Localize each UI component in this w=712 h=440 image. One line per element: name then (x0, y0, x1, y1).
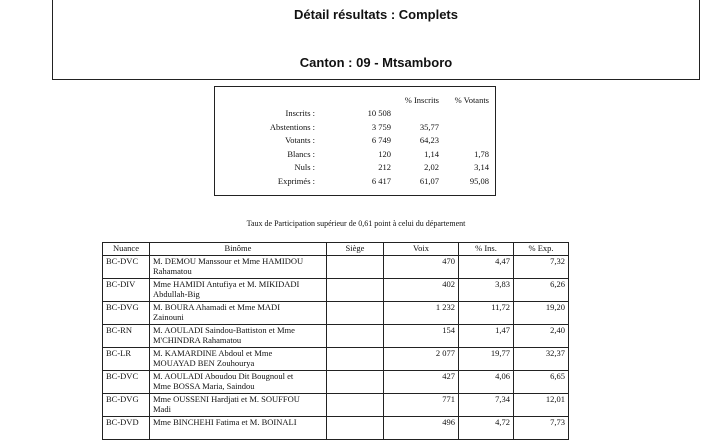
cell-siege (327, 394, 384, 417)
stats-row (227, 107, 491, 121)
cell-exp: 7,32 (514, 256, 569, 279)
cell-nuance: BC-DVC (103, 371, 150, 394)
cell-siege (327, 279, 384, 302)
cell-nuance: BC-DVG (103, 394, 150, 417)
col-siege: Siège (327, 243, 384, 256)
stats-value: 6 749 (371, 135, 391, 146)
stats-table (227, 93, 491, 188)
header-box (52, 0, 700, 80)
table-row (103, 417, 569, 440)
cell-exp: 2,40 (514, 325, 569, 348)
stats-row (227, 147, 491, 161)
cell-nuance: BC-RN (103, 325, 150, 348)
cell-voix: 496 (384, 417, 459, 440)
stats-pct-vot: 95,08 (469, 175, 489, 186)
stats-box (214, 86, 496, 196)
cell-nuance: BC-LR (103, 348, 150, 371)
col-nuance: Nuance (103, 243, 150, 256)
cell-voix: 154 (384, 325, 459, 348)
cell-siege (327, 348, 384, 371)
cell-voix: 1 232 (384, 302, 459, 325)
stats-value: 10 508 (367, 108, 391, 119)
col-ins: % Ins. (459, 243, 514, 256)
binome-line-2: Rahamatou (153, 266, 192, 276)
cell-binome (150, 325, 327, 348)
stats-pct-vot (441, 120, 491, 134)
col-voix: Voix (384, 243, 459, 256)
stats-row (227, 134, 491, 148)
stats-row (227, 174, 491, 188)
stats-header-row (227, 93, 491, 107)
binome-line-1: M. AOULADI Saindou-Battiston et Mme (153, 325, 295, 335)
stats-label: Abstentions : (269, 121, 315, 132)
cell-siege (327, 302, 384, 325)
cell-exp: 6,65 (514, 371, 569, 394)
binome-line-1: M. DEMOU Manssour et Mme HAMIDOU (153, 256, 304, 266)
cell-binome (150, 348, 327, 371)
cell-voix: 402 (384, 279, 459, 302)
binome-line-1: M. BOURA Ahamadi et Mme MADI (153, 302, 281, 312)
stats-pct-vot (441, 134, 491, 148)
cell-binome (150, 302, 327, 325)
cell-nuance: BC-DIV (103, 279, 150, 302)
binome-line-1: Mme OUSSENI Hardjati et M. SOUFFOU (153, 394, 300, 404)
stats-pct-vot: 3,14 (474, 162, 489, 173)
binome-line-2: M'CHINDRA Rahamatou (153, 335, 242, 345)
stats-pct-vot (441, 107, 491, 121)
cell-siege (327, 256, 384, 279)
participation-note: Taux de Participation supérieur de 0,61 point à celui du département (246, 219, 466, 228)
table-row (103, 302, 569, 325)
stats-pct-ins: 35,77 (419, 121, 439, 132)
cell-voix: 427 (384, 371, 459, 394)
stats-label: Nuls : (294, 162, 315, 173)
stats-pct-ins: 61,07 (419, 175, 439, 186)
stats-row (227, 120, 491, 134)
stats-label: Blancs : (287, 148, 315, 159)
stats-label: Votants : (285, 135, 315, 146)
cell-voix: 470 (384, 256, 459, 279)
cell-voix: 771 (384, 394, 459, 417)
stats-pct-ins: 2,02 (424, 162, 439, 173)
binome-line-2: Mme BOSSA Maria, Saindou (153, 381, 255, 391)
canton-title: Canton : 09 - Mtsamboro (299, 55, 453, 70)
cell-binome (150, 256, 327, 279)
results-header-row (103, 243, 569, 256)
cell-siege (327, 325, 384, 348)
col-exp: % Exp. (514, 243, 569, 256)
stats-pct-ins: 64,23 (419, 135, 439, 146)
table-row (103, 371, 569, 394)
binome-line-2: MOUAYAD BEN Zouhourya (153, 358, 255, 368)
binome-line-1: M. AOULADI Aboudou Dit Bougnoul et (153, 371, 294, 381)
table-row (103, 394, 569, 417)
stats-value: 212 (378, 162, 391, 173)
stats-col-votants: % Votants (454, 94, 489, 105)
page-title: Détail résultats : Complets (294, 7, 458, 22)
cell-ins: 3,83 (459, 279, 514, 302)
table-row (103, 279, 569, 302)
stats-label: Exprimés : (277, 175, 315, 186)
cell-ins: 1,47 (459, 325, 514, 348)
cell-binome (150, 371, 327, 394)
col-binome: Binôme (150, 243, 327, 256)
cell-exp: 12,01 (514, 394, 569, 417)
table-row (103, 348, 569, 371)
binome-line-1: Mme BINCHEHI Fatima et M. BOINALI (153, 417, 297, 427)
cell-ins: 4,06 (459, 371, 514, 394)
cell-ins: 11,72 (459, 302, 514, 325)
binome-line-1: Mme HAMIDI Antufiya et M. MIKIDADI (153, 279, 300, 289)
cell-binome (150, 394, 327, 417)
binome-line-2: Abdullah-Big (153, 289, 200, 299)
stats-pct-vot: 1,78 (474, 148, 489, 159)
cell-ins: 4,47 (459, 256, 514, 279)
binome-line-1: M. KAMARDINE Abdoul et Mme (153, 348, 273, 358)
stats-row (227, 161, 491, 175)
cell-nuance: BC-DVG (103, 302, 150, 325)
cell-binome (150, 279, 327, 302)
stats-value: 120 (378, 148, 391, 159)
cell-siege (327, 417, 384, 440)
cell-voix: 2 077 (384, 348, 459, 371)
cell-siege (327, 371, 384, 394)
stats-pct-ins: 1,14 (424, 148, 439, 159)
cell-ins: 4,72 (459, 417, 514, 440)
cell-nuance: BC-DVC (103, 256, 150, 279)
stats-value: 3 759 (371, 121, 391, 132)
stats-label: Inscrits : (285, 108, 315, 119)
stats-pct-ins (393, 107, 441, 121)
results-table (102, 242, 569, 440)
cell-nuance: BC-DVD (103, 417, 150, 440)
binome-line-2: Zainouni (153, 312, 184, 322)
cell-exp: 6,26 (514, 279, 569, 302)
cell-exp: 19,20 (514, 302, 569, 325)
stats-col-inscrits: % Inscrits (404, 94, 439, 105)
stats-value: 6 417 (371, 175, 391, 186)
cell-ins: 19,77 (459, 348, 514, 371)
binome-line-2: Madi (153, 404, 171, 414)
cell-exp: 7,73 (514, 417, 569, 440)
cell-exp: 32,37 (514, 348, 569, 371)
table-row (103, 256, 569, 279)
cell-binome (150, 417, 327, 440)
table-row (103, 325, 569, 348)
cell-ins: 7,34 (459, 394, 514, 417)
